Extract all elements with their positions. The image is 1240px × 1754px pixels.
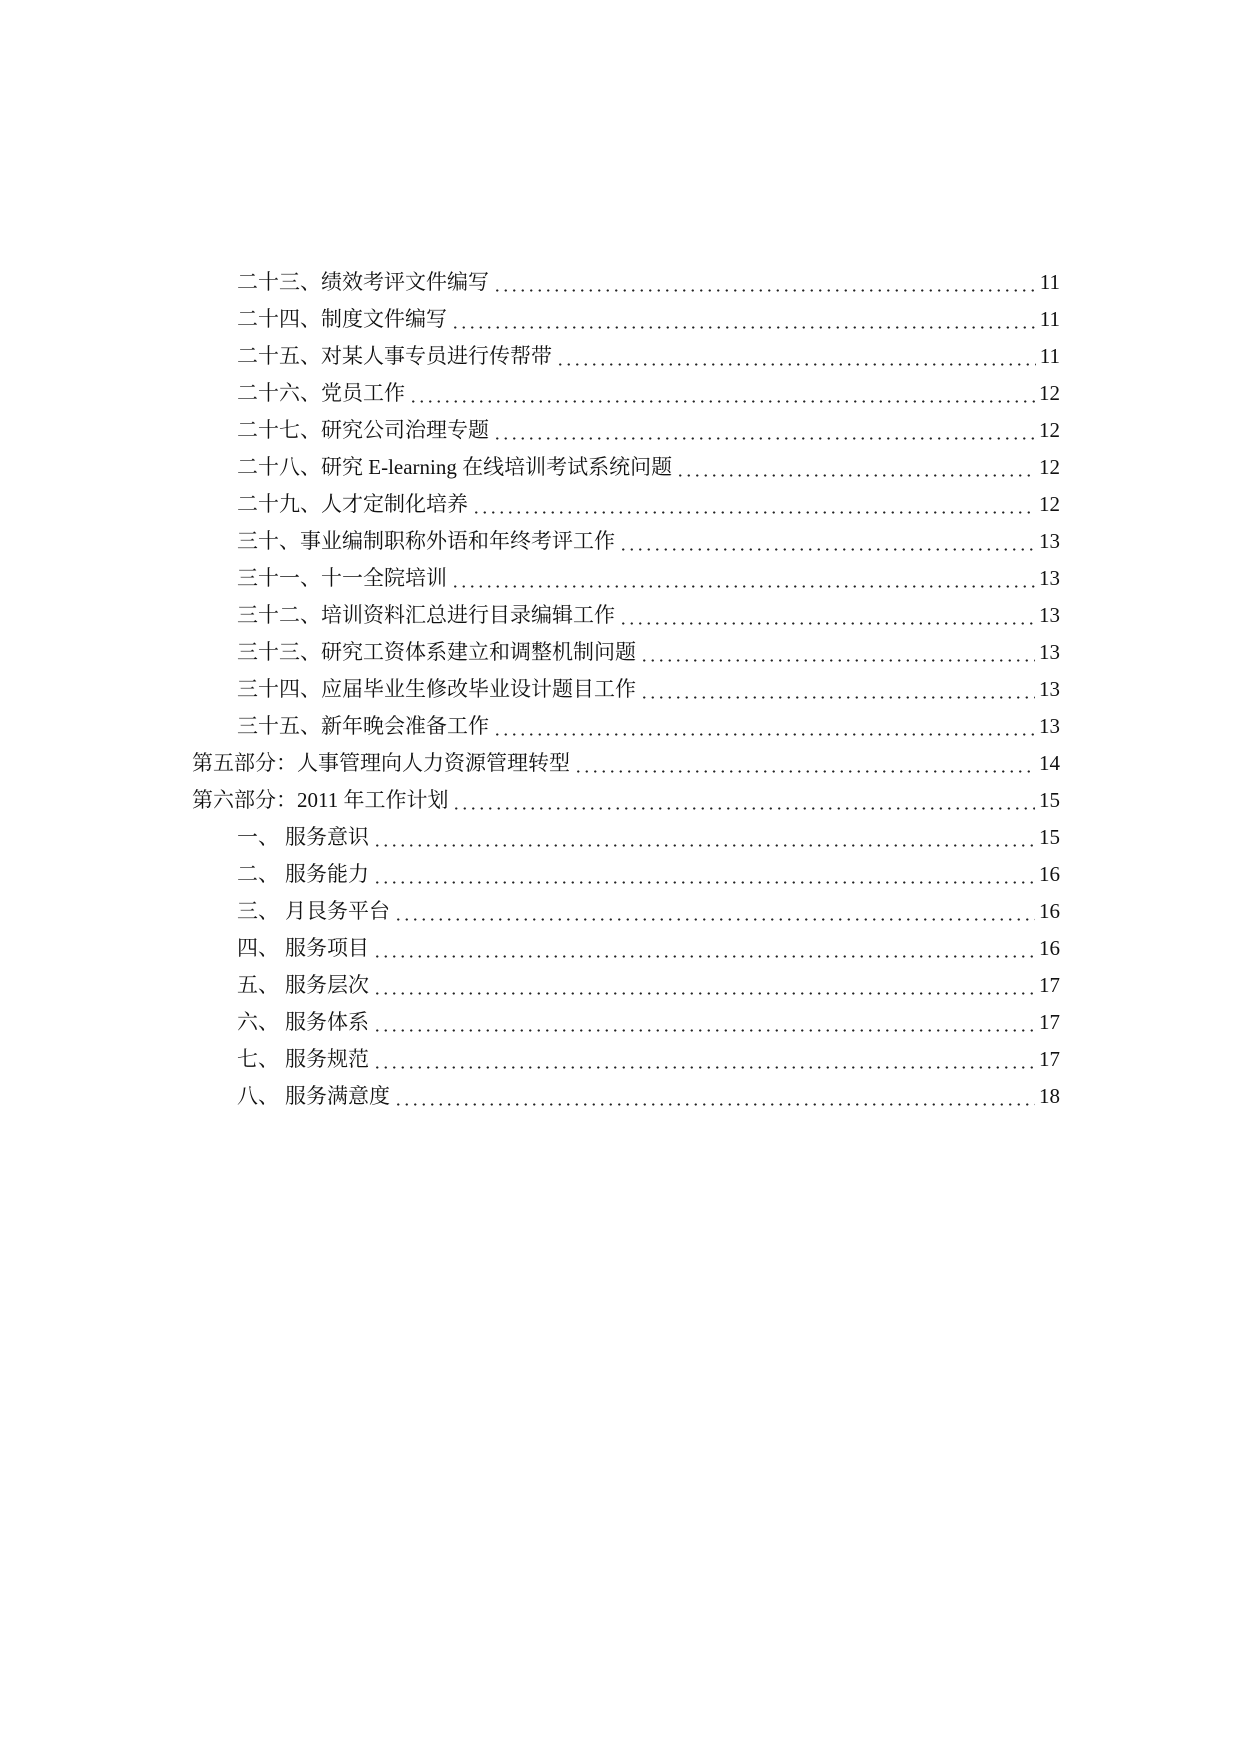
dot-leader xyxy=(492,264,1036,301)
toc-entry-title: 服务意识 xyxy=(285,825,369,849)
dot-leader xyxy=(372,819,1035,856)
toc-entry-title: 二十三、绩效考评文件编写 xyxy=(237,270,489,294)
toc-entry-number: 五、 xyxy=(237,973,279,997)
toc-entry-page-number: 13 xyxy=(1039,640,1060,664)
toc-entry-number: 八、 xyxy=(237,1084,279,1108)
toc-entry xyxy=(192,967,1060,1004)
toc-entry-number: 二、 xyxy=(237,862,279,886)
toc-entry-title: 服务层次 xyxy=(285,973,369,997)
toc-entry-title: 三十、事业编制职称外语和年终考评工作 xyxy=(237,529,615,553)
toc-entry-title: 三十一、十一全院培训 xyxy=(237,566,447,590)
dot-leader xyxy=(451,782,1035,819)
dot-leader xyxy=(555,338,1036,375)
toc-entry-title: 服务满意度 xyxy=(285,1084,390,1108)
toc-entry-title: 三十二、培训资料汇总进行目录编辑工作 xyxy=(237,603,615,627)
toc-entry-page-number: 15 xyxy=(1039,788,1060,812)
toc-entry-number: 四、 xyxy=(237,936,279,960)
toc-entry-page-number: 11 xyxy=(1039,307,1060,331)
dot-leader xyxy=(372,930,1035,967)
toc-entry-title: 二十八、研究 E-learning 在线培训考试系统问题 xyxy=(237,455,673,479)
toc-entry xyxy=(192,930,1060,967)
dot-leader xyxy=(372,1004,1035,1041)
toc-entry xyxy=(192,856,1060,893)
dot-leader xyxy=(639,634,1035,671)
toc-entry xyxy=(192,819,1060,856)
toc-entry xyxy=(192,1041,1060,1078)
toc-entry-title: 三十四、应届毕业生修改毕业设计题目工作 xyxy=(237,677,636,701)
toc-entry-page-number: 16 xyxy=(1039,899,1060,923)
toc-entry-page-number: 16 xyxy=(1039,862,1060,886)
toc-entry-title: 月艮务平台 xyxy=(285,899,390,923)
toc-entry-page-number: 18 xyxy=(1039,1084,1060,1108)
toc-entry xyxy=(192,301,1060,338)
toc-entry-page-number: 12 xyxy=(1039,418,1060,442)
toc-entry xyxy=(192,634,1060,671)
dot-leader xyxy=(372,856,1035,893)
toc-entry-title: 二十四、制度文件编写 xyxy=(237,307,447,331)
toc-entry xyxy=(192,1078,1060,1115)
toc-entry-title: 第六部分：2011 年工作计划 xyxy=(192,788,449,812)
toc-entry xyxy=(192,1004,1060,1041)
dot-leader xyxy=(408,375,1035,412)
dot-leader xyxy=(393,893,1035,930)
toc-entry-page-number: 16 xyxy=(1039,936,1060,960)
dot-leader xyxy=(618,597,1035,634)
toc-entry-title: 服务能力 xyxy=(285,862,369,886)
toc-entry xyxy=(192,338,1060,375)
toc-entry xyxy=(192,449,1060,486)
toc-entry xyxy=(192,560,1060,597)
toc-entry xyxy=(192,412,1060,449)
toc-entry-title: 二十六、党员工作 xyxy=(237,381,405,405)
toc-entry xyxy=(192,375,1060,412)
toc-entry-page-number: 11 xyxy=(1039,270,1060,294)
dot-leader xyxy=(573,745,1035,782)
toc-entry-page-number: 13 xyxy=(1039,566,1060,590)
dot-leader xyxy=(450,560,1035,597)
toc-entry-page-number: 12 xyxy=(1039,381,1060,405)
toc-entry-title: 二十七、研究公司治理专题 xyxy=(237,418,489,442)
toc-entry-page-number: 14 xyxy=(1039,751,1060,775)
toc-entry-title: 二十九、人才定制化培养 xyxy=(237,492,468,516)
toc-entry-title: 第五部分：人事管理向人力资源管理转型 xyxy=(192,751,570,775)
toc-entry-page-number: 13 xyxy=(1039,603,1060,627)
dot-leader xyxy=(372,1041,1035,1078)
toc-entry xyxy=(192,671,1060,708)
toc-part-heading xyxy=(192,745,1060,782)
dot-leader xyxy=(492,708,1035,745)
toc-entry-title: 二十五、对某人事专员进行传帮带 xyxy=(237,344,552,368)
toc-entry xyxy=(192,708,1060,745)
toc-entry-page-number: 17 xyxy=(1039,1010,1060,1034)
dot-leader xyxy=(450,301,1036,338)
toc-entry-title: 三十五、新年晚会准备工作 xyxy=(237,714,489,738)
toc-entry-page-number: 17 xyxy=(1039,973,1060,997)
toc-entry-title: 服务项目 xyxy=(285,936,369,960)
toc-entry-title: 服务规范 xyxy=(285,1047,369,1071)
toc-entry-page-number: 12 xyxy=(1039,492,1060,516)
toc-entry-title: 服务体系 xyxy=(285,1010,369,1034)
dot-leader xyxy=(471,486,1035,523)
toc-entry xyxy=(192,893,1060,930)
toc-entry xyxy=(192,523,1060,560)
dot-leader xyxy=(393,1078,1035,1115)
toc-entry-page-number: 13 xyxy=(1039,529,1060,553)
toc-entry-number: 三、 xyxy=(237,899,279,923)
toc-entry-page-number: 12 xyxy=(1039,455,1060,479)
toc-part-heading xyxy=(192,782,1060,819)
dot-leader xyxy=(675,449,1035,486)
toc-entry-number: 六、 xyxy=(237,1010,279,1034)
dot-leader xyxy=(492,412,1035,449)
dot-leader xyxy=(639,671,1035,708)
toc-entry-page-number: 11 xyxy=(1039,344,1060,368)
table-of-contents xyxy=(192,264,1060,1115)
toc-entry-page-number: 13 xyxy=(1039,714,1060,738)
toc-entry-page-number: 15 xyxy=(1039,825,1060,849)
dot-leader xyxy=(618,523,1035,560)
dot-leader xyxy=(372,967,1035,1004)
toc-entry-page-number: 17 xyxy=(1039,1047,1060,1071)
toc-entry-page-number: 13 xyxy=(1039,677,1060,701)
toc-entry-number: 七、 xyxy=(237,1047,279,1071)
toc-entry-number: 一、 xyxy=(237,825,279,849)
toc-entry xyxy=(192,264,1060,301)
toc-entry-title: 三十三、研究工资体系建立和调整机制问题 xyxy=(237,640,636,664)
toc-entry xyxy=(192,597,1060,634)
toc-entry xyxy=(192,486,1060,523)
